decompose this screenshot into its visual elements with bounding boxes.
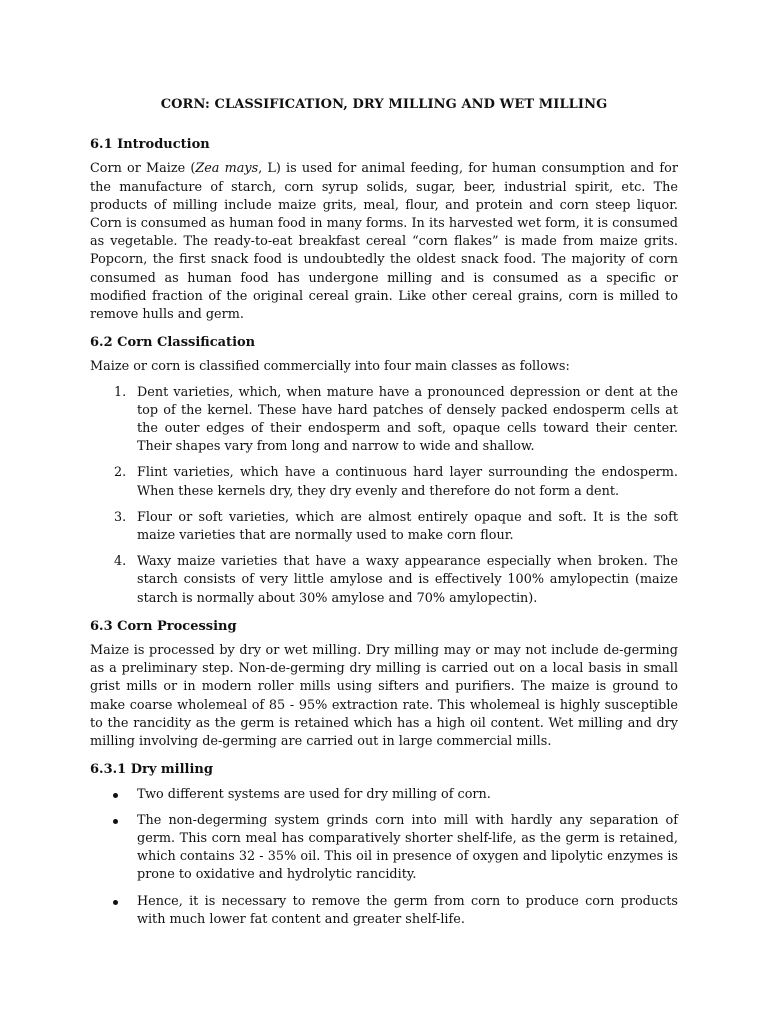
list-number: 4. <box>114 554 127 570</box>
document-page <box>90 86 678 937</box>
list-item <box>90 812 678 885</box>
list-item-text: The non-degerming system grinds corn into mill with hardly any separation of germ. This corn meal has comparatively shorter shelf-life, as the germ is retained, which contains 32 - 35% oil. This oil in presence of oxygen and lipolytic enzymes is prone to oxidative and hydrolytic rancidity. <box>137 812 678 883</box>
dry-milling-list <box>90 786 678 929</box>
list-item <box>90 384 678 457</box>
document-title: CORN: CLASSIFICATION, DRY MILLING AND WET MILLING <box>160 97 608 112</box>
processing-paragraph: Maize is processed by dry or wet milling. Dry milling may or may not include de-germing as a preliminary step. Non-de-germing dry milling is carried out on a local basis in small grist mills or in modern roller mills using sifters and purifiers. The maize is ground to make coarse wholemeal of 85 - 95% extraction rate. This wholemeal is highly susceptible to the rancidity as the germ is retained which has a high oil content. Wet milling and dry milling involving de-germing are carried out in large commercial mills. <box>90 643 678 750</box>
list-item-text: Hence, it is necessary to remove the germ from corn to produce corn products with much lower fat content and greater shelf-life. <box>137 893 678 927</box>
section-heading-dry-milling: 6.3.1 Dry milling <box>90 762 213 778</box>
list-item <box>90 464 678 500</box>
introduction-paragraph <box>90 160 678 324</box>
list-item-text: Flint varieties, which have a continuous hard layer surrounding the endosperm. When these kernels dry, they dry evenly and therefore do not form a dent. <box>137 465 678 499</box>
bullet-icon <box>113 900 118 905</box>
intro-text-rest: , L) is used for animal feeding, for human consumption and for the manufacture of starch, corn syrup solids, sugar, beer, industrial spirit, etc. The products of milling include maize grits, meal, flour, and protein and corn steep liquor. Corn is consumed as human food in many forms. In its harvested wet form, it is consumed as vegetable. The ready-to-eat breakfast cereal “corn flakes” is made from maize grits. Popcorn, the first snack food is undoubtedly the oldest snack food. The majority of corn consumed as human food has undergone milling and is consumed as a specific or modified fraction of the original cereal grain. Like other cereal grains, corn is milled to remove hulls and germ. <box>90 161 678 323</box>
section-heading-classification: 6.2 Corn Classification <box>90 335 256 351</box>
list-item-text: Two different systems are used for dry milling of corn. <box>137 786 491 802</box>
species-name: Zea mays <box>195 161 259 177</box>
intro-text-start: Corn or Maize ( <box>90 161 196 177</box>
classification-intro: Maize or corn is classified commercially into four main classes as follows: <box>90 359 570 375</box>
list-number: 3. <box>114 509 127 525</box>
section-heading-processing: 6.3 Corn Processing <box>90 618 237 634</box>
list-item <box>90 553 678 608</box>
list-number: 1. <box>114 384 127 400</box>
list-item <box>90 893 678 929</box>
list-item-text: Flour or soft varieties, which are almost entirely opaque and soft. It is the soft maize varieties that are normally used to make corn flour. <box>137 509 678 544</box>
list-item-text: Dent varieties, which, when mature have a pronounced depression or dent at the top of the kernel. These have hard patches of densely packed endosperm cells at the outer edges of their endosperm and soft, opaque cells toward their center. Their shapes vary from long and narrow to wide and shallow. <box>137 384 678 455</box>
bullet-icon <box>113 819 118 824</box>
list-number: 2. <box>114 465 127 481</box>
section-heading-introduction: 6.1 Introduction <box>90 137 210 153</box>
list-item-text: Waxy maize varieties that have a waxy appearance especially when broken. The starch consists of very little amylose and is effectively 100% amylopectin (maize starch is normally about 30% amylose and 70% amylopectin). <box>137 554 678 606</box>
bullet-icon <box>113 793 118 798</box>
list-item <box>90 509 678 545</box>
classification-list <box>90 384 678 608</box>
list-item <box>90 786 678 804</box>
